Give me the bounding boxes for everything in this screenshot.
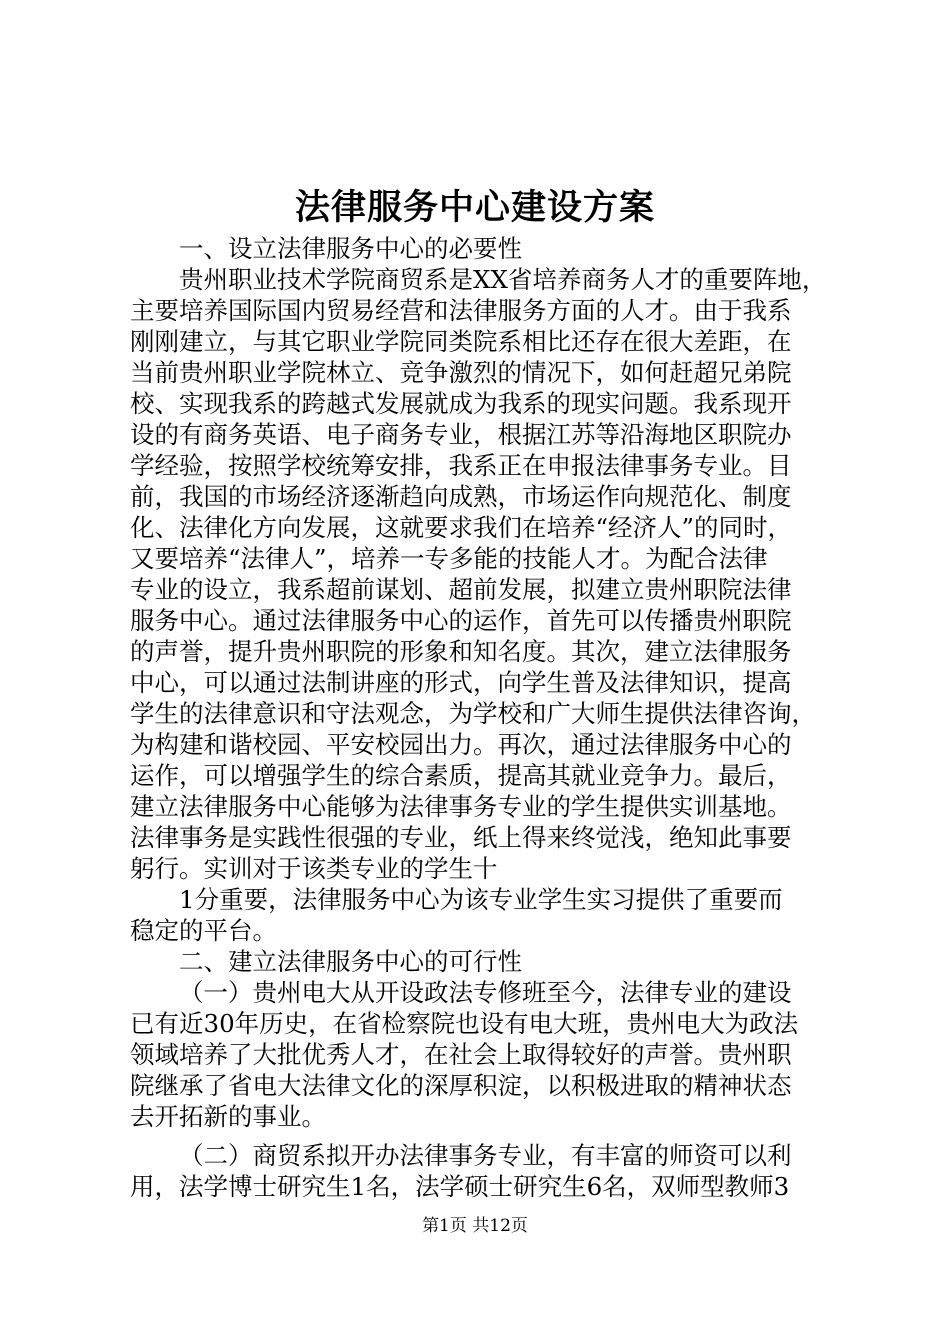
text-line: 主要培养国际国内贸易经营和法律服务方面的人才。由于我系	[130, 296, 792, 325]
text-line: 1分重要，法律服务中心为该专业学生实习提供了重要而	[179, 885, 783, 914]
text-line: 化、法律化方向发展，这就要求我们在培养“经济人”的同时，	[130, 513, 793, 542]
text-line: 的声誉，提升贵州职院的形象和知名度。其次，建立法律服务	[130, 637, 792, 666]
paragraph-gap	[130, 1132, 830, 1140]
text-line: 校、实现我系的跨越式发展就成为我系的现实问题。我系现开	[130, 389, 792, 418]
text-line: 稳定的平台。	[130, 916, 277, 945]
text-line: 服务中心。通过法律服务中心的运作，首先可以传播贵州职院	[130, 606, 792, 635]
text-line: （二）商贸系拟开办法律事务专业，有丰富的师资可以利	[179, 1141, 792, 1170]
text-line: 前，我国的市场经济逐渐趋向成熟，市场运作向规范化、制度	[130, 482, 792, 511]
text-line: 二、建立法律服务中心的可行性	[179, 947, 522, 976]
page-footer: 第1页 共12页	[422, 1216, 528, 1236]
text-line: （一）贵州电大从开设政法专修班至今，法律专业的建设	[179, 978, 792, 1007]
document-title: 法律服务中心建设方案	[294, 187, 655, 228]
text-line: 已有近30年历史，在省检察院也设有电大班，贵州电大为政法	[130, 1009, 799, 1038]
text-line: 运作，可以增强学生的综合素质，提高其就业竞争力。最后，	[130, 761, 792, 790]
text-line: 院继承了省电大法律文化的深厚积淀，以积极进取的精神状态	[130, 1071, 792, 1100]
text-line: 学生的法律意识和守法观念，为学校和广大师生提供法律咨询，	[130, 699, 816, 728]
text-line: 专业的设立，我系超前谋划、超前发展，拟建立贵州职院法律	[130, 575, 792, 604]
text-line: 设的有商务英语、电子商务专业，根据江苏等沿海地区职院办	[130, 420, 792, 449]
text-line: 躬行。实训对于该类专业的学生十	[130, 854, 498, 883]
text-line: 领域培养了大批优秀人才，在社会上取得较好的声誉。贵州职	[130, 1040, 792, 1069]
text-line: 学经验，按照学校统筹安排，我系正在申报法律事务专业。目	[130, 451, 792, 480]
text-line: 一、设立法律服务中心的必要性	[179, 234, 522, 263]
text-line: 又要培养“法律人”，培养一专多能的技能人才。为配合法律	[130, 544, 768, 573]
text-line: 为构建和谐校园、平安校园出力。再次，通过法律服务中心的	[130, 730, 792, 759]
text-line: 中心，可以通过法制讲座的形式，向学生普及法律知识，提高	[130, 668, 792, 697]
text-line: 用，法学博士研究生1名，法学硕士研究生6名，双师型教师3	[130, 1172, 790, 1201]
text-line: 当前贵州职业学院林立、竞争激烈的情况下，如何赶超兄弟院	[130, 358, 792, 387]
text-line: 建立法律服务中心能够为法律事务专业的学生提供实训基地。	[130, 792, 792, 821]
text-line: 刚刚建立，与其它职业学院同类院系相比还存在很大差距，在	[130, 327, 792, 356]
document-body	[130, 233, 830, 1202]
text-line: 去开拓新的事业。	[130, 1102, 326, 1131]
text-line: 法律事务是实践性很强的专业，纸上得来终觉浅，绝知此事要	[130, 823, 792, 852]
text-line: 贵州职业技术学院商贸系是XX省培养商务人才的重要阵地，	[179, 265, 827, 294]
